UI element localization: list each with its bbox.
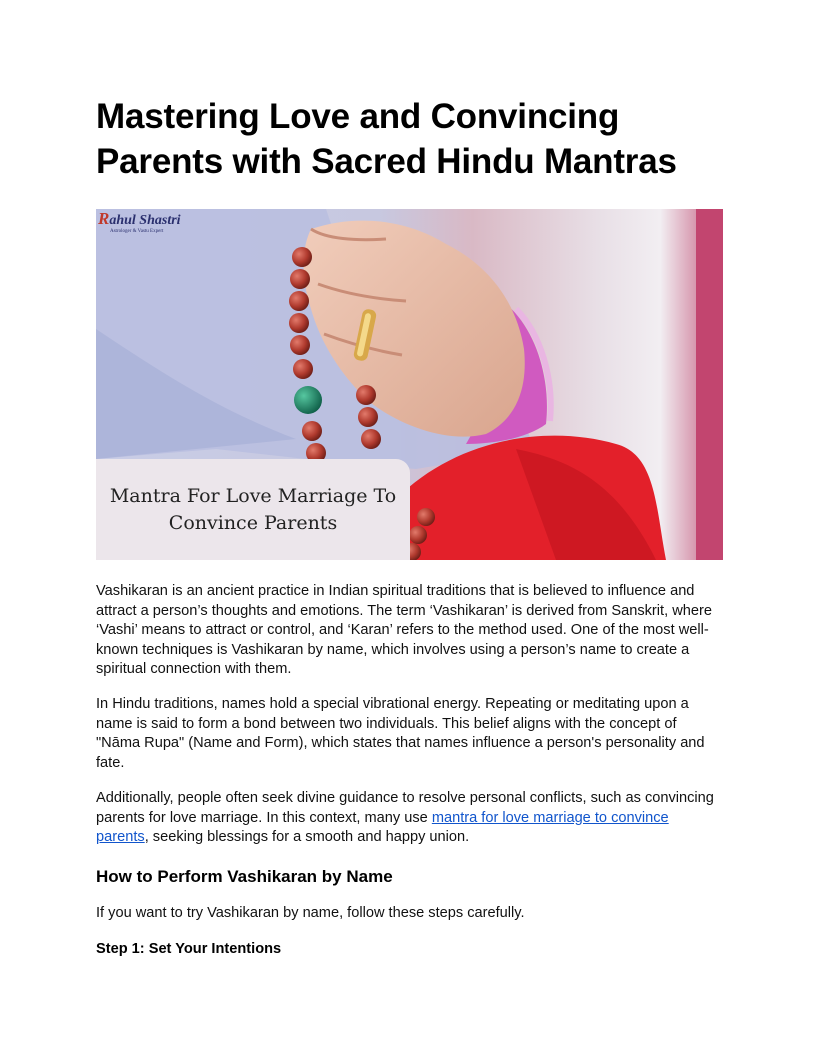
paragraph-3-text-after: , seeking blessings for a smooth and happy union. bbox=[144, 829, 470, 845]
paragraph-2: In Hindu traditions, names hold a special vibrational energy. Repeating or meditating upon a name is said to form a bond between two individuals. This belief aligns with the concept of "Nāma Rupa" (Name and Form), which states that names influence a person's personality and fate. bbox=[96, 696, 705, 771]
logo-tagline: Astrologer & Vastu Expert bbox=[110, 229, 164, 234]
paragraph-4: If you want to try Vashikaran by name, follow these steps carefully. bbox=[96, 905, 525, 921]
paragraph-3 bbox=[96, 789, 723, 848]
step-heading: Step 1: Set Your Intentions bbox=[96, 941, 282, 957]
mantra-link[interactable]: mantra for love marriage to convince parents bbox=[96, 809, 669, 845]
paragraph-1: Vashikaran is an ancient practice in Indian spiritual traditions that is believed to influence and attract a person’s thoughts and emotions. The term ‘Vashikaran’ is derived from Sanskrit, where ‘Vashi’ means to attract or control, and ‘Karan’ refers to the method used. One of the most well-known techniques is Vashikaran by name, which involves using a person’s name to create a spiritual connection with them. bbox=[96, 583, 712, 677]
paragraph-3-text-before: Additionally, people often seek divine guidance to resolve personal conflicts, such as convincing parents for love marriage. In this context, many use bbox=[96, 790, 714, 826]
logo-name: ahul Shastri bbox=[109, 213, 181, 228]
brand-logo bbox=[98, 211, 181, 235]
page-title: Mastering Love and Convincing Parents with Sacred Hindu Mantras bbox=[96, 97, 677, 181]
hero-caption: Mantra For Love Marriage To Convince Parents bbox=[109, 484, 397, 534]
hero-caption-card bbox=[96, 459, 410, 560]
logo-initial: R bbox=[98, 209, 110, 228]
section-heading: How to Perform Vashikaran by Name bbox=[96, 867, 393, 886]
hero-image bbox=[96, 209, 723, 560]
